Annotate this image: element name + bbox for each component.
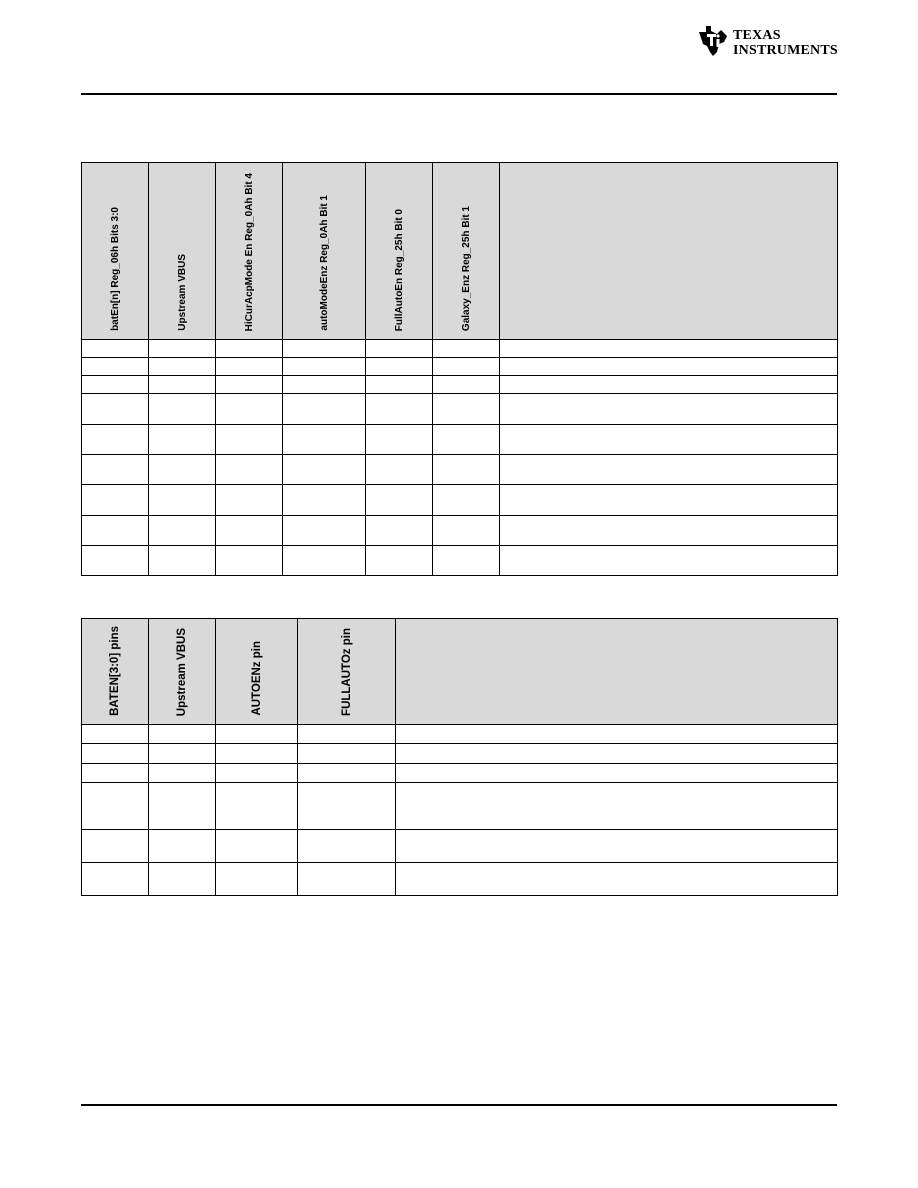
table-row	[82, 783, 838, 830]
column-header-label: HiCurAcpMode En Reg_0Ah Bit 4	[243, 172, 255, 331]
pin-control-table	[81, 618, 838, 896]
table-row	[82, 744, 838, 764]
table-row	[82, 376, 838, 394]
footer-rule	[81, 1104, 837, 1106]
column-header	[366, 163, 433, 340]
texas-state-icon	[697, 24, 729, 58]
column-header-label: AUTOENz pin	[250, 641, 263, 716]
table-row	[82, 546, 838, 576]
table-row	[82, 830, 838, 863]
column-header-label: Galaxy_Enz Reg_25h Bit 1	[460, 205, 472, 331]
column-header	[82, 163, 149, 340]
table-row	[82, 340, 838, 358]
table-row	[82, 485, 838, 516]
table-row	[82, 455, 838, 485]
logo-line-1: TEXAS	[733, 28, 781, 43]
column-header-label: FullAutoEn Reg_25h Bit 0	[393, 208, 405, 331]
table-row	[82, 863, 838, 896]
table-row	[82, 425, 838, 455]
column-header	[149, 619, 216, 725]
table-header-row	[82, 163, 838, 340]
column-header	[149, 163, 216, 340]
column-header	[298, 619, 396, 725]
table-row	[82, 394, 838, 425]
ti-logo	[697, 24, 839, 60]
column-header	[82, 619, 149, 725]
column-header	[283, 163, 366, 340]
column-header-label: Upstream VBUS	[176, 254, 188, 331]
column-header	[433, 163, 500, 340]
column-header	[396, 619, 838, 725]
table-row	[82, 725, 838, 744]
column-header-label: Upstream VBUS	[176, 627, 188, 716]
logo-wordmark	[733, 28, 838, 58]
column-header	[216, 619, 298, 725]
column-header-label: BATEN[3:0] pins	[109, 626, 121, 716]
column-header-label: autoModeEnz Reg_0Ah Bit 1	[318, 195, 330, 331]
register-control-table	[81, 162, 838, 576]
logo-line-2: INSTRUMENTS	[733, 43, 838, 58]
table-row	[82, 516, 838, 546]
column-header-label: batEn[n] Reg_06h Bits 3:0	[109, 207, 121, 331]
table-header-row	[82, 619, 838, 725]
column-header	[216, 163, 283, 340]
table-row	[82, 358, 838, 376]
table-row	[82, 764, 838, 783]
header-rule	[81, 93, 837, 95]
column-header	[500, 163, 838, 340]
column-header-label: FULLAUTOz pin	[340, 628, 353, 716]
